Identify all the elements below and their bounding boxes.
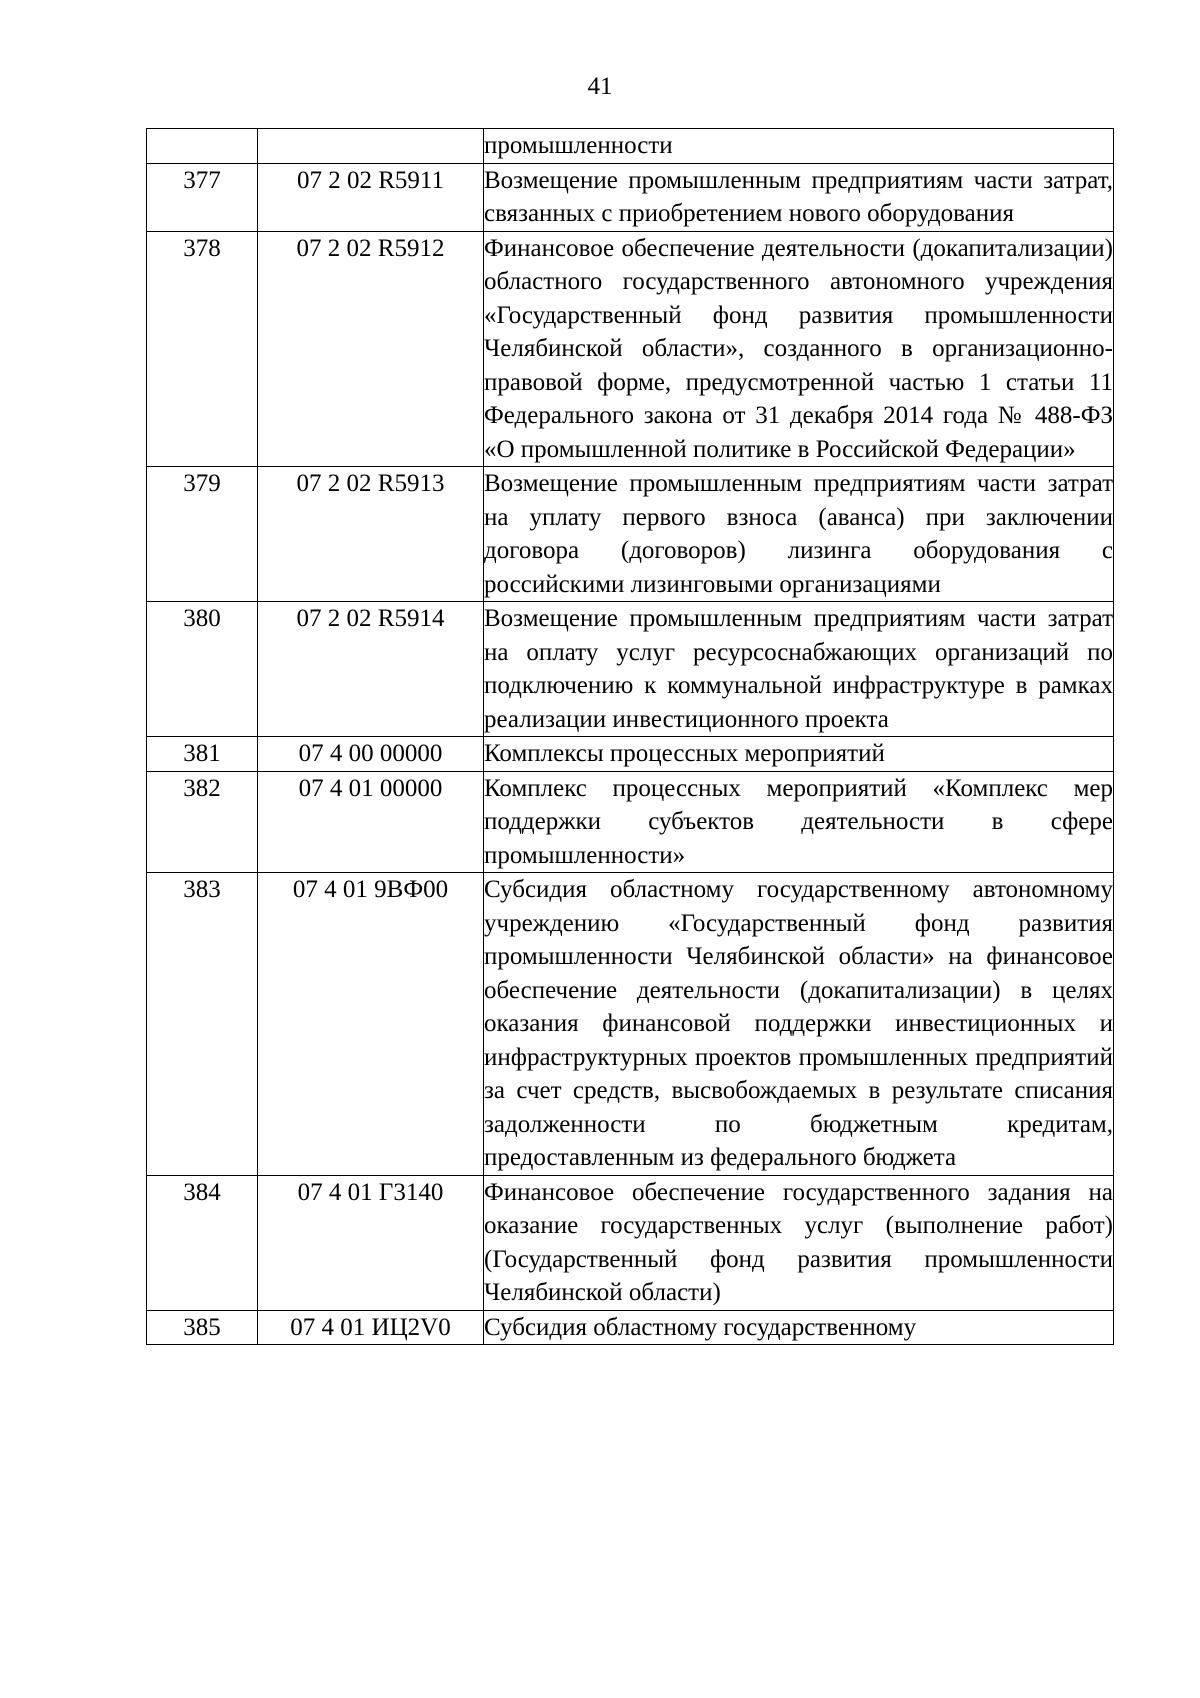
table-row [147, 1310, 1114, 1345]
budget-classification-table [146, 128, 1114, 1345]
item-name-cell: Возмещение промышленным предприятиям части затрат на уплату первого взноса (аванса) при заключении договора (договоров) лизинга оборудования с российскими лизинговыми организациями [484, 467, 1114, 602]
table-row [147, 467, 1114, 602]
target-code-cell: 07 2 02 R5911 [258, 163, 484, 231]
table-row [147, 163, 1114, 231]
row-number-cell: 382 [147, 771, 258, 873]
target-code-cell: 07 4 01 00000 [258, 771, 484, 873]
item-name-cell: промышленности [484, 129, 1114, 164]
table-row [147, 1175, 1114, 1310]
table-row [147, 771, 1114, 873]
item-name-cell: Субсидия областному государственному автономному учреждению «Государственный фонд развития промышленности Челябинской области» на финансовое обеспечение деятельности (докапитализации) в целях оказания финансовой поддержки инвестиционных и инфраструктурных проектов промышленных предприятий за счет средств, высвобождаемых в результате списания задолженности по бюджетным кредитам, предоставленным из федерального бюджета [484, 873, 1114, 1176]
item-name-cell: Возмещение промышленным предприятиям части затрат на оплату услуг ресурсоснабжающих организаций по подключению к коммунальной инфраструктуре в рамках реализации инвестиционного проекта [484, 602, 1114, 737]
target-code-cell: 07 2 02 R5914 [258, 602, 484, 737]
table-row [147, 873, 1114, 1176]
row-number-cell: 381 [147, 737, 258, 772]
row-number-cell [147, 129, 258, 164]
row-number-cell: 377 [147, 163, 258, 231]
row-number-cell: 378 [147, 231, 258, 467]
table-row [147, 602, 1114, 737]
item-name-cell: Финансовое обеспечение деятельности (докапитализации) областного государственного автономного учреждения «Государственный фонд развития промышленности Челябинской области», созданного в организационно-правовой форме, предусмотренной частью 1 статьи 11 Федерального закона от 31 декабря 2014 года № 488-ФЗ «О промышленной политике в Российской Федерации» [484, 231, 1114, 467]
row-number-cell: 385 [147, 1310, 258, 1345]
item-name-cell: Финансовое обеспечение государственного задания на оказание государственных услуг (выполнение работ) (Государственный фонд развития промышленности Челябинской области) [484, 1175, 1114, 1310]
table-row [147, 129, 1114, 164]
item-name-cell: Субсидия областному государственному [484, 1310, 1114, 1345]
row-number-cell: 383 [147, 873, 258, 1176]
row-number-cell: 379 [147, 467, 258, 602]
target-code-cell: 07 2 02 R5913 [258, 467, 484, 602]
target-code-cell: 07 4 00 00000 [258, 737, 484, 772]
table-row [147, 737, 1114, 772]
item-name-cell: Комплекс процессных мероприятий «Комплекс мер поддержки субъектов деятельности в сфере промышленности» [484, 771, 1114, 873]
table-row [147, 231, 1114, 467]
target-code-cell: 07 4 01 9ВФ00 [258, 873, 484, 1176]
page-number: 41 [587, 73, 613, 100]
row-number-cell: 380 [147, 602, 258, 737]
item-name-cell: Возмещение промышленным предприятиям части затрат, связанных с приобретением нового оборудования [484, 163, 1114, 231]
target-code-cell [258, 129, 484, 164]
item-name-cell: Комплексы процессных мероприятий [484, 737, 1114, 772]
target-code-cell: 07 4 01 Г3140 [258, 1175, 484, 1310]
target-code-cell: 07 2 02 R5912 [258, 231, 484, 467]
target-code-cell: 07 4 01 ИЦ2V0 [258, 1310, 484, 1345]
row-number-cell: 384 [147, 1175, 258, 1310]
